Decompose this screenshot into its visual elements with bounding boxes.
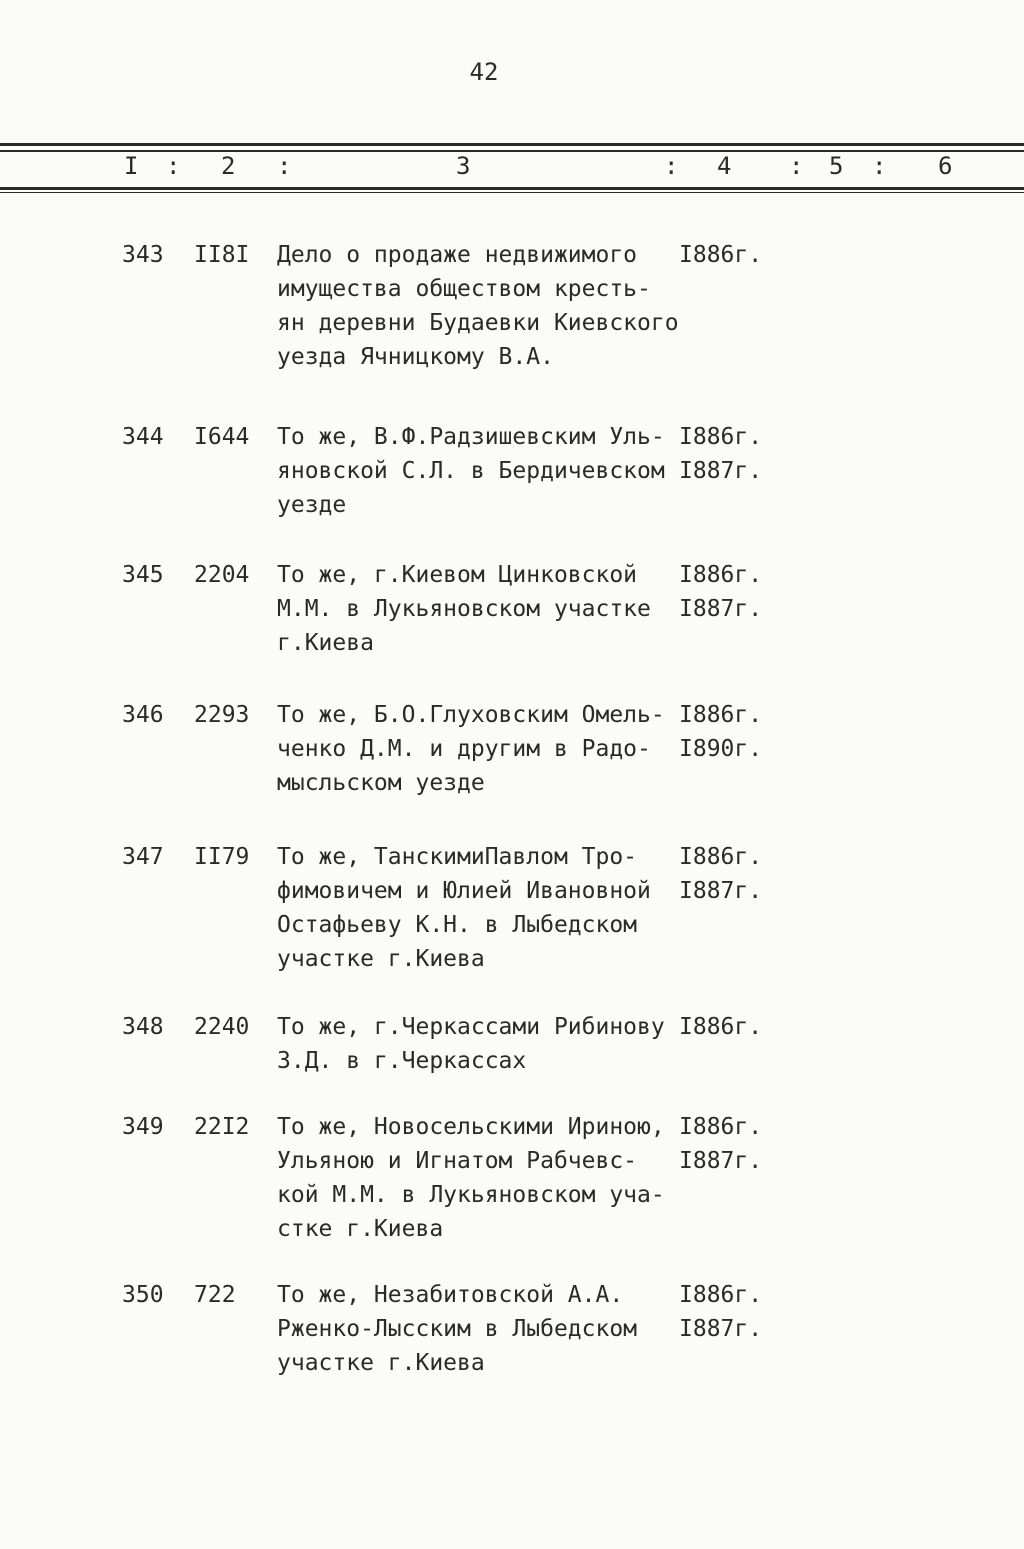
entry-file-number: 722 — [194, 1282, 236, 1308]
entry-number: 346 — [122, 702, 164, 728]
column-header-1: I — [124, 152, 139, 180]
entry-description: То же, В.Ф.Радзишевским Уль- яновской С.Л. в Бердичевском уезде — [277, 424, 665, 518]
entry-file-number: 2293 — [194, 702, 250, 728]
entry-description: Дело о продаже недвижимого имущества обществом кресть- ян деревни Будаевки Киевского уезда Ячницкому В.А. — [277, 242, 679, 370]
entry-years: I886г. I887г. — [679, 424, 763, 484]
entry-description: То же, ТанскимиПавлом Тро- фимовичем и Юлией Ивановной Остафьеву К.Н. в Лыбедском участке г.Киева — [277, 844, 651, 972]
entry-description: То же, г.Киевом Цинковской М.М. в Лукьяновском участке г.Киева — [277, 562, 651, 656]
entry-number: 344 — [122, 424, 164, 450]
entry-number: 350 — [122, 1282, 164, 1308]
entry-years: I886г. I890г. — [679, 702, 763, 762]
column-separator: : — [664, 152, 679, 180]
column-header-5: 5 — [829, 152, 844, 180]
entry-description: То же, Новосельскими Ириною, Ульяною и Игнатом Рабчевс- кой М.М. в Лукьяновском уча- стке г.Киева — [277, 1114, 665, 1242]
entry-years: I886г. I887г. — [679, 1114, 763, 1174]
column-header-6: 6 — [938, 152, 953, 180]
entry-file-number: 22I2 — [194, 1114, 250, 1140]
entry-file-number: 2204 — [194, 562, 250, 588]
entry-file-number: II79 — [194, 844, 250, 870]
column-separator: : — [872, 152, 887, 180]
entry-file-number: II8I — [194, 242, 250, 268]
entry-number: 343 — [122, 242, 164, 268]
column-header-3: 3 — [456, 152, 471, 180]
page-number: 42 — [469, 58, 499, 86]
column-separator: : — [166, 152, 181, 180]
entry-description: То же, Б.О.Глуховским Омель- ченко Д.М. и другим в Радо- мысльском уезде — [277, 702, 665, 796]
entry-years: I886г. — [679, 1014, 763, 1040]
column-header-row — [0, 150, 1024, 186]
header-bottom-rule — [0, 187, 1024, 190]
entry-file-number: 2240 — [194, 1014, 250, 1040]
column-header-2: 2 — [221, 152, 236, 180]
entry-number: 348 — [122, 1014, 164, 1040]
header-bottom-rule-inner — [0, 192, 1024, 193]
entry-years: I886г. — [679, 242, 763, 268]
entry-number: 345 — [122, 562, 164, 588]
column-separator: : — [277, 152, 292, 180]
entry-years: I886г. I887г. — [679, 1282, 763, 1342]
entry-description: То же, г.Черкассами Рибинову З.Д. в г.Черкассах — [277, 1014, 665, 1074]
column-separator: : — [789, 152, 804, 180]
column-header-4: 4 — [717, 152, 732, 180]
entry-years: I886г. I887г. — [679, 562, 763, 622]
entry-number: 349 — [122, 1114, 164, 1140]
entry-number: 347 — [122, 844, 164, 870]
entry-description: То же, Незабитовской А.А. Рженко-Лысским в Лыбедском участке г.Киева — [277, 1282, 638, 1376]
header-top-rule — [0, 143, 1024, 146]
entry-years: I886г. I887г. — [679, 844, 763, 904]
entry-file-number: I644 — [194, 424, 250, 450]
